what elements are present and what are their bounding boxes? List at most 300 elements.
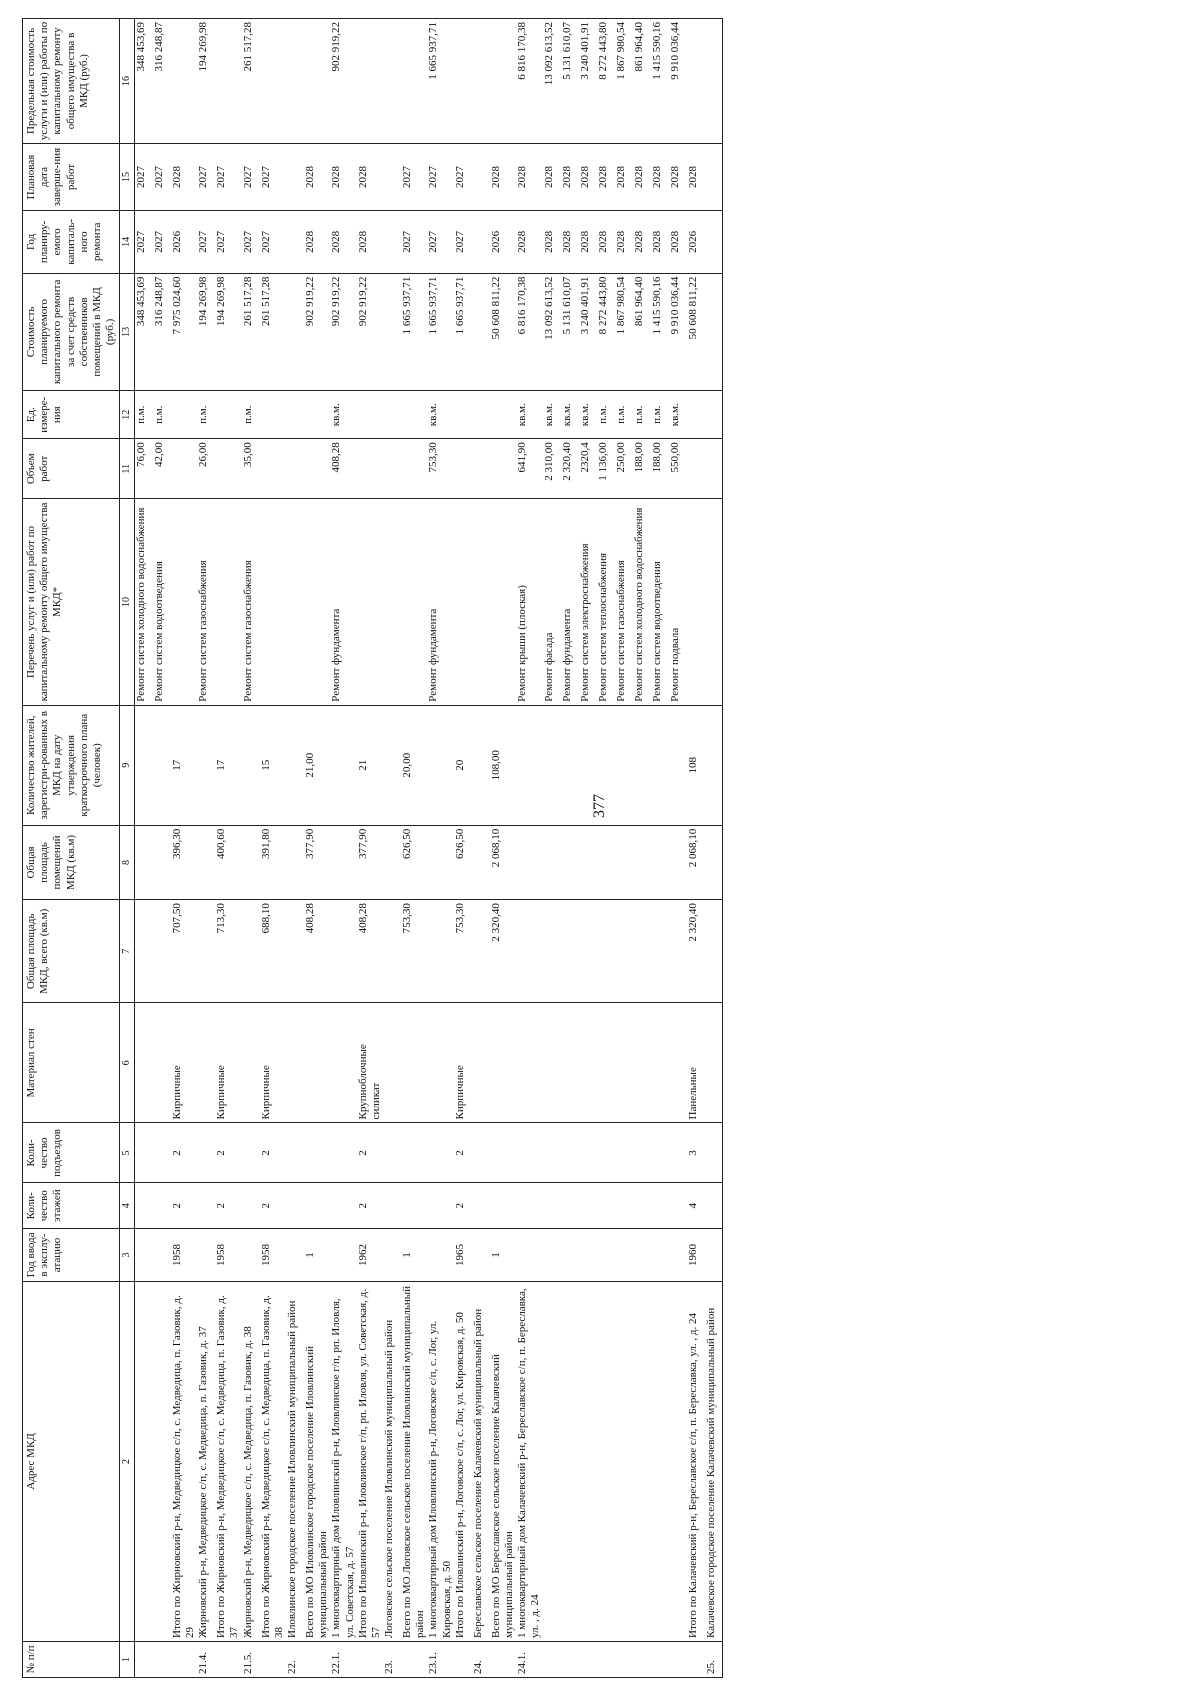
table-cell-col7: 408,28 bbox=[357, 900, 383, 1003]
table-cell-col11 bbox=[454, 439, 472, 499]
table-cell-col5 bbox=[615, 1123, 633, 1183]
table-cell-col16: 316 248,87 bbox=[153, 19, 171, 144]
table-cell-col2: Всего по МО Береславское сельское поселение Калачевский муниципальный район bbox=[490, 1281, 516, 1641]
table-cell-col11: 42,00 bbox=[153, 439, 171, 499]
table-cell-col2: Итого по Жирновский р-н, Медведицкое с/п, с. Медведица, п. Газовик, д. 38 bbox=[260, 1281, 286, 1641]
table-cell-col9 bbox=[561, 705, 579, 825]
table-row bbox=[669, 19, 687, 1678]
column-number-14: 14 bbox=[120, 211, 135, 273]
column-number-8: 8 bbox=[120, 825, 135, 899]
table-cell-col14 bbox=[472, 211, 490, 273]
table-cell-col13: 13 092 613,52 bbox=[543, 273, 561, 391]
table-row bbox=[357, 19, 383, 1678]
table-cell-col12: кв.м. bbox=[543, 391, 561, 439]
table-cell-col4: 2 bbox=[357, 1183, 383, 1229]
table-cell-col8: 391,80 bbox=[260, 825, 286, 899]
table-cell-col15: 2027 bbox=[242, 143, 260, 210]
table-cell-col6 bbox=[490, 1003, 516, 1123]
table-cell-col12: кв.м. bbox=[427, 391, 453, 439]
table-cell-col16: 1 867 980,54 bbox=[615, 19, 633, 144]
table-cell-col11: 250,00 bbox=[615, 439, 633, 499]
table-cell-col8: 626,50 bbox=[454, 825, 472, 899]
table-cell-col3 bbox=[330, 1229, 356, 1282]
table-body bbox=[135, 19, 723, 1678]
table-cell-col3 bbox=[561, 1229, 579, 1282]
table-cell-col5 bbox=[153, 1123, 171, 1183]
table-cell-col13: 8 272 443,80 bbox=[597, 273, 615, 391]
table-cell-col5 bbox=[286, 1123, 304, 1183]
table-cell-col1 bbox=[135, 1642, 153, 1678]
table-row bbox=[543, 19, 561, 1678]
table-cell-col15: 2028 bbox=[304, 143, 330, 210]
table-cell-col6 bbox=[561, 1003, 579, 1123]
table-cell-col1 bbox=[401, 1642, 427, 1678]
table-cell-col5: 2 bbox=[215, 1123, 241, 1183]
table-cell-col2: Жирновский р-н, Медведицкое с/п, с. Медведица, п. Газовик, д. 37 bbox=[197, 1281, 215, 1641]
column-header-2: Адрес МКД bbox=[23, 1281, 120, 1641]
table-cell-col15 bbox=[383, 143, 401, 210]
table-cell-col13: 348 453,69 bbox=[135, 273, 153, 391]
table-cell-col4 bbox=[153, 1183, 171, 1229]
table-row bbox=[687, 19, 705, 1678]
table-cell-col13: 1 665 937,71 bbox=[454, 273, 472, 391]
table-cell-col2: Береславское сельское поселение Калачевский муниципальный район bbox=[472, 1281, 490, 1641]
table-cell-col5: 2 bbox=[171, 1123, 197, 1183]
table-cell-col16: 861 964,40 bbox=[633, 19, 651, 144]
column-number-15: 15 bbox=[120, 143, 135, 210]
table-cell-col13: 902 919,22 bbox=[357, 273, 383, 391]
table-cell-col5 bbox=[490, 1123, 516, 1183]
table-cell-col2 bbox=[651, 1281, 669, 1641]
table-cell-col5 bbox=[383, 1123, 401, 1183]
table-cell-col7: 713,30 bbox=[215, 900, 241, 1003]
table-cell-col15 bbox=[286, 143, 304, 210]
table-cell-col1 bbox=[615, 1642, 633, 1678]
table-row bbox=[427, 19, 453, 1678]
table-cell-col14: 2028 bbox=[561, 211, 579, 273]
table-cell-col1 bbox=[543, 1642, 561, 1678]
table-cell-col5 bbox=[516, 1123, 542, 1183]
table-cell-col16: 13 092 613,52 bbox=[543, 19, 561, 144]
table-cell-col15: 2027 bbox=[135, 143, 153, 210]
table-cell-col16 bbox=[171, 19, 197, 144]
table-cell-col11 bbox=[490, 439, 516, 499]
table-cell-col13: 194 269,98 bbox=[197, 273, 215, 391]
table-cell-col8: 400,60 bbox=[215, 825, 241, 899]
table-cell-col4 bbox=[705, 1183, 723, 1229]
table-cell-col13: 1 415 590,16 bbox=[651, 273, 669, 391]
table-cell-col15: 2027 bbox=[427, 143, 453, 210]
table-cell-col16 bbox=[215, 19, 241, 144]
column-number-row bbox=[120, 19, 135, 1678]
table-cell-col14: 2027 bbox=[135, 211, 153, 273]
table-cell-col10: Ремонт подвала bbox=[669, 499, 687, 705]
column-number-7: 7 bbox=[120, 900, 135, 1003]
table-row bbox=[383, 19, 401, 1678]
table-cell-col8 bbox=[242, 825, 260, 899]
table-cell-col8: 377,90 bbox=[357, 825, 383, 899]
table-cell-col3 bbox=[197, 1229, 215, 1282]
table-cell-col1: 21.5. bbox=[242, 1642, 260, 1678]
table-cell-col16 bbox=[260, 19, 286, 144]
table-cell-col13: 861 964,40 bbox=[633, 273, 651, 391]
table-cell-col3 bbox=[472, 1229, 490, 1282]
table-cell-col7 bbox=[330, 900, 356, 1003]
table-cell-col8 bbox=[705, 825, 723, 899]
table-cell-col10 bbox=[171, 499, 197, 705]
table-cell-col2: Итого по Калачевский р-н, Береславское с/п, п. Береславка, ул. , д. 24 bbox=[687, 1281, 705, 1641]
table-cell-col12 bbox=[304, 391, 330, 439]
column-number-2: 2 bbox=[120, 1281, 135, 1641]
table-cell-col12 bbox=[687, 391, 705, 439]
table-cell-col14: 2027 bbox=[242, 211, 260, 273]
column-number-11: 11 bbox=[120, 439, 135, 499]
table-cell-col15: 2028 bbox=[516, 143, 542, 210]
table-cell-col3 bbox=[669, 1229, 687, 1282]
table-cell-col5 bbox=[304, 1123, 330, 1183]
table-cell-col7 bbox=[472, 900, 490, 1003]
table-cell-col10: Ремонт фасада bbox=[543, 499, 561, 705]
table-cell-col2: Всего по МО Иловлинское городское поселение Иловлинский муниципальный район bbox=[304, 1281, 330, 1641]
table-cell-col14: 2028 bbox=[357, 211, 383, 273]
table-cell-col8 bbox=[597, 825, 615, 899]
table-cell-col14 bbox=[286, 211, 304, 273]
table-cell-col12 bbox=[383, 391, 401, 439]
table-cell-col4 bbox=[615, 1183, 633, 1229]
table-cell-col9: 20,00 bbox=[401, 705, 427, 825]
table-cell-col2: Итого по Жирновский р-н, Медведицкое с/п, с. Медведица, п. Газовик, д. 29 bbox=[171, 1281, 197, 1641]
table-cell-col12: п.м. bbox=[197, 391, 215, 439]
column-header-4: Коли-чество этажей bbox=[23, 1183, 120, 1229]
table-cell-col6 bbox=[242, 1003, 260, 1123]
column-header-5: Коли-чество подъездов bbox=[23, 1123, 120, 1183]
table-cell-col6 bbox=[401, 1003, 427, 1123]
table-cell-col2: Иловлинское городское поселение Иловлинский муниципальный район bbox=[286, 1281, 304, 1641]
table-cell-col14 bbox=[705, 211, 723, 273]
table-cell-col13: 194 269,98 bbox=[215, 273, 241, 391]
table-cell-col9 bbox=[153, 705, 171, 825]
table-cell-col13: 261 517,28 bbox=[260, 273, 286, 391]
table-cell-col13: 902 919,22 bbox=[304, 273, 330, 391]
table-cell-col4: 4 bbox=[687, 1183, 705, 1229]
table-cell-col1 bbox=[304, 1642, 330, 1678]
table-cell-col1 bbox=[153, 1642, 171, 1678]
table-cell-col12: п.м. bbox=[242, 391, 260, 439]
column-header-7: Общая площадь МКД, всего (кв.м) bbox=[23, 900, 120, 1003]
table-cell-col3 bbox=[633, 1229, 651, 1282]
table-cell-col11: 26,00 bbox=[197, 439, 215, 499]
table-cell-col14 bbox=[383, 211, 401, 273]
table-cell-col13: 5 131 610,07 bbox=[561, 273, 579, 391]
table-cell-col13: 902 919,22 bbox=[330, 273, 356, 391]
table-cell-col6 bbox=[651, 1003, 669, 1123]
table-cell-col7: 2 320,40 bbox=[490, 900, 516, 1003]
table-cell-col6 bbox=[597, 1003, 615, 1123]
table-cell-col14: 2028 bbox=[669, 211, 687, 273]
table-cell-col10: Ремонт систем холодного водоснабжения bbox=[135, 499, 153, 705]
table-cell-col5: 3 bbox=[687, 1123, 705, 1183]
table-cell-col4 bbox=[490, 1183, 516, 1229]
capital-repair-table bbox=[22, 18, 723, 1678]
table-cell-col15: 2028 bbox=[330, 143, 356, 210]
table-cell-col4 bbox=[304, 1183, 330, 1229]
table-cell-col9: 20 bbox=[454, 705, 472, 825]
table-cell-col7: 2 320,40 bbox=[687, 900, 705, 1003]
table-cell-col15: 2027 bbox=[401, 143, 427, 210]
table-cell-col14: 2027 bbox=[401, 211, 427, 273]
table-cell-col14: 2028 bbox=[330, 211, 356, 273]
table-cell-col8 bbox=[427, 825, 453, 899]
table-cell-col11: 753,30 bbox=[427, 439, 453, 499]
table-cell-col9: 15 bbox=[260, 705, 286, 825]
table-cell-col15: 2028 bbox=[171, 143, 197, 210]
table-cell-col6 bbox=[615, 1003, 633, 1123]
table-cell-col3: 1 bbox=[304, 1229, 330, 1282]
table-cell-col10 bbox=[454, 499, 472, 705]
table-cell-col13: 261 517,28 bbox=[242, 273, 260, 391]
table-cell-col1 bbox=[454, 1642, 472, 1678]
table-cell-col9: 21 bbox=[357, 705, 383, 825]
table-cell-col3 bbox=[153, 1229, 171, 1282]
table-cell-col3: 1958 bbox=[171, 1229, 197, 1282]
table-cell-col10: Ремонт систем водоотведения bbox=[153, 499, 171, 705]
table-cell-col13: 7 975 024,60 bbox=[171, 273, 197, 391]
table-row bbox=[561, 19, 579, 1678]
table-cell-col9: 17 bbox=[171, 705, 197, 825]
table-cell-col5 bbox=[427, 1123, 453, 1183]
table-cell-col15: 2027 bbox=[197, 143, 215, 210]
column-number-16: 16 bbox=[120, 19, 135, 144]
table-cell-col14: 2027 bbox=[197, 211, 215, 273]
table-cell-col10 bbox=[490, 499, 516, 705]
table-cell-col3: 1958 bbox=[260, 1229, 286, 1282]
table-cell-col3 bbox=[705, 1229, 723, 1282]
rotated-page bbox=[22, 18, 1152, 1678]
table-cell-col16: 8 272 443,80 bbox=[597, 19, 615, 144]
table-cell-col13: 316 248,87 bbox=[153, 273, 171, 391]
table-cell-col9 bbox=[135, 705, 153, 825]
table-row bbox=[286, 19, 304, 1678]
table-cell-col3: 1958 bbox=[215, 1229, 241, 1282]
table-cell-col5 bbox=[472, 1123, 490, 1183]
table-row bbox=[633, 19, 651, 1678]
table-cell-col14: 2028 bbox=[579, 211, 597, 273]
table-cell-col5 bbox=[135, 1123, 153, 1183]
table-cell-col5 bbox=[330, 1123, 356, 1183]
table-cell-col1 bbox=[687, 1642, 705, 1678]
column-number-10: 10 bbox=[120, 499, 135, 705]
table-cell-col13: 3 240 401,91 bbox=[579, 273, 597, 391]
table-cell-col15: 2028 bbox=[615, 143, 633, 210]
table-cell-col2 bbox=[633, 1281, 651, 1641]
table-cell-col4 bbox=[135, 1183, 153, 1229]
table-cell-col7 bbox=[516, 900, 542, 1003]
table-cell-col5 bbox=[197, 1123, 215, 1183]
table-cell-col1 bbox=[669, 1642, 687, 1678]
table-cell-col6: Кирпичные bbox=[260, 1003, 286, 1123]
table-cell-col1 bbox=[633, 1642, 651, 1678]
table-cell-col16: 9 910 036,44 bbox=[669, 19, 687, 144]
table-cell-col10 bbox=[401, 499, 427, 705]
table-cell-col8 bbox=[543, 825, 561, 899]
table-cell-col12: п.м. bbox=[651, 391, 669, 439]
column-header-13: Стоимость планируемого капитального ремонта за счет средств собственников помещений в МКД (руб.) bbox=[23, 273, 120, 391]
table-cell-col7 bbox=[153, 900, 171, 1003]
table-cell-col11: 2 310,00 bbox=[543, 439, 561, 499]
table-cell-col1: 22. bbox=[286, 1642, 304, 1678]
table-cell-col10: Ремонт систем газоснабжения bbox=[197, 499, 215, 705]
table-cell-col9 bbox=[427, 705, 453, 825]
table-cell-col10 bbox=[472, 499, 490, 705]
table-cell-col4 bbox=[427, 1183, 453, 1229]
table-header bbox=[23, 19, 135, 1678]
table-row bbox=[490, 19, 516, 1678]
table-cell-col11: 408,28 bbox=[330, 439, 356, 499]
column-header-16: Предельная стоимость услуги и (или) работы по капитальному ремонту общего имущества в МКД (руб.) bbox=[23, 19, 120, 144]
table-cell-col3 bbox=[597, 1229, 615, 1282]
table-cell-col9 bbox=[197, 705, 215, 825]
table-cell-col15: 2027 bbox=[153, 143, 171, 210]
table-cell-col10: Ремонт систем газоснабжения bbox=[242, 499, 260, 705]
table-cell-col12 bbox=[454, 391, 472, 439]
table-cell-col4 bbox=[651, 1183, 669, 1229]
table-cell-col9: 17 bbox=[215, 705, 241, 825]
table-cell-col11 bbox=[357, 439, 383, 499]
table-cell-col16 bbox=[304, 19, 330, 144]
table-cell-col3 bbox=[615, 1229, 633, 1282]
table-cell-col10 bbox=[286, 499, 304, 705]
table-cell-col14: 2027 bbox=[260, 211, 286, 273]
table-cell-col1 bbox=[357, 1642, 383, 1678]
table-cell-col4 bbox=[597, 1183, 615, 1229]
table-cell-col11: 1 136,00 bbox=[597, 439, 615, 499]
table-cell-col7: 408,28 bbox=[304, 900, 330, 1003]
table-cell-col3 bbox=[286, 1229, 304, 1282]
table-cell-col11 bbox=[383, 439, 401, 499]
table-cell-col4: 2 bbox=[171, 1183, 197, 1229]
table-row bbox=[615, 19, 633, 1678]
table-cell-col14: 2027 bbox=[454, 211, 472, 273]
table-cell-col4 bbox=[472, 1183, 490, 1229]
table-cell-col15: 2028 bbox=[651, 143, 669, 210]
table-cell-col16: 348 453,69 bbox=[135, 19, 153, 144]
table-cell-col16: 5 131 610,07 bbox=[561, 19, 579, 144]
table-cell-col9 bbox=[242, 705, 260, 825]
table-cell-col11: 2320,4 bbox=[579, 439, 597, 499]
table-row bbox=[516, 19, 542, 1678]
table-cell-col4: 2 bbox=[454, 1183, 472, 1229]
table-cell-col4 bbox=[383, 1183, 401, 1229]
table-cell-col11 bbox=[215, 439, 241, 499]
table-cell-col11 bbox=[260, 439, 286, 499]
table-cell-col9 bbox=[330, 705, 356, 825]
table-cell-col9 bbox=[286, 705, 304, 825]
table-cell-col3 bbox=[242, 1229, 260, 1282]
table-cell-col1 bbox=[490, 1642, 516, 1678]
table-cell-col12: кв.м. bbox=[579, 391, 597, 439]
table-cell-col5 bbox=[242, 1123, 260, 1183]
table-cell-col14: 2028 bbox=[651, 211, 669, 273]
table-row bbox=[579, 19, 597, 1678]
table-cell-col2: 1 многоквартирный дом Иловлинский р-н, Логовское с/п, с. Лог, ул. Кировская, д. 50 bbox=[427, 1281, 453, 1641]
table-cell-col16 bbox=[705, 19, 723, 144]
table-cell-col4 bbox=[543, 1183, 561, 1229]
table-cell-col13 bbox=[383, 273, 401, 391]
table-cell-col14: 2026 bbox=[490, 211, 516, 273]
table-cell-col2 bbox=[543, 1281, 561, 1641]
table-cell-col16 bbox=[383, 19, 401, 144]
table-cell-col8: 626,50 bbox=[401, 825, 427, 899]
table-cell-col16 bbox=[401, 19, 427, 144]
table-cell-col5 bbox=[597, 1123, 615, 1183]
table-cell-col3: 1960 bbox=[687, 1229, 705, 1282]
table-cell-col7 bbox=[705, 900, 723, 1003]
table-cell-col14: 2028 bbox=[597, 211, 615, 273]
table-cell-col14: 2027 bbox=[153, 211, 171, 273]
table-cell-col6: Кирпичные bbox=[215, 1003, 241, 1123]
table-cell-col10 bbox=[215, 499, 241, 705]
table-cell-col7: 707,50 bbox=[171, 900, 197, 1003]
table-cell-col10: Ремонт фундамента bbox=[561, 499, 579, 705]
column-header-15: Плановая дата заверше-ния работ bbox=[23, 143, 120, 210]
table-cell-col15: 2027 bbox=[260, 143, 286, 210]
table-cell-col8: 377,90 bbox=[304, 825, 330, 899]
table-cell-col3 bbox=[516, 1229, 542, 1282]
table-cell-col7 bbox=[427, 900, 453, 1003]
column-number-6: 6 bbox=[120, 1003, 135, 1123]
table-cell-col11: 188,00 bbox=[651, 439, 669, 499]
table-cell-col5 bbox=[705, 1123, 723, 1183]
table-cell-col6: Кирпичные bbox=[454, 1003, 472, 1123]
table-cell-col1 bbox=[561, 1642, 579, 1678]
table-cell-col7 bbox=[543, 900, 561, 1003]
table-cell-col4 bbox=[669, 1183, 687, 1229]
table-row bbox=[242, 19, 260, 1678]
table-cell-col15: 2028 bbox=[669, 143, 687, 210]
table-cell-col3 bbox=[543, 1229, 561, 1282]
table-cell-col2 bbox=[615, 1281, 633, 1641]
table-cell-col4 bbox=[242, 1183, 260, 1229]
page-number: 377 bbox=[591, 794, 608, 818]
table-cell-col13 bbox=[705, 273, 723, 391]
table-cell-col1: 25. bbox=[705, 1642, 723, 1678]
table-cell-col6: Кирпичные bbox=[171, 1003, 197, 1123]
table-cell-col14: 2026 bbox=[171, 211, 197, 273]
table-cell-col15: 2028 bbox=[561, 143, 579, 210]
table-cell-col12: п.м. bbox=[633, 391, 651, 439]
table-cell-col8 bbox=[651, 825, 669, 899]
table-cell-col14: 2027 bbox=[427, 211, 453, 273]
table-cell-col7 bbox=[669, 900, 687, 1003]
table-cell-col16: 261 517,28 bbox=[242, 19, 260, 144]
column-header-12: Ед. измере-ния bbox=[23, 391, 120, 439]
table-cell-col1: 24.1. bbox=[516, 1642, 542, 1678]
table-cell-col12: п.м. bbox=[615, 391, 633, 439]
table-cell-col11: 2 320,40 bbox=[561, 439, 579, 499]
table-cell-col2: Жирновский р-н, Медведицкое с/п, с. Медведица, п. Газовик, д. 38 bbox=[242, 1281, 260, 1641]
table-row bbox=[454, 19, 472, 1678]
table-cell-col8: 396,30 bbox=[171, 825, 197, 899]
table-cell-col16 bbox=[286, 19, 304, 144]
table-cell-col7: 753,30 bbox=[454, 900, 472, 1003]
table-cell-col15: 2028 bbox=[687, 143, 705, 210]
table-cell-col8 bbox=[330, 825, 356, 899]
column-header-6: Материал стен bbox=[23, 1003, 120, 1123]
table-cell-col15: 2027 bbox=[454, 143, 472, 210]
table-cell-col2: Логовское сельское поселение Иловлинский муниципальный район bbox=[383, 1281, 401, 1641]
table-cell-col10: Ремонт систем холодного водоснабжения bbox=[633, 499, 651, 705]
table-cell-col13: 50 608 811,22 bbox=[687, 273, 705, 391]
